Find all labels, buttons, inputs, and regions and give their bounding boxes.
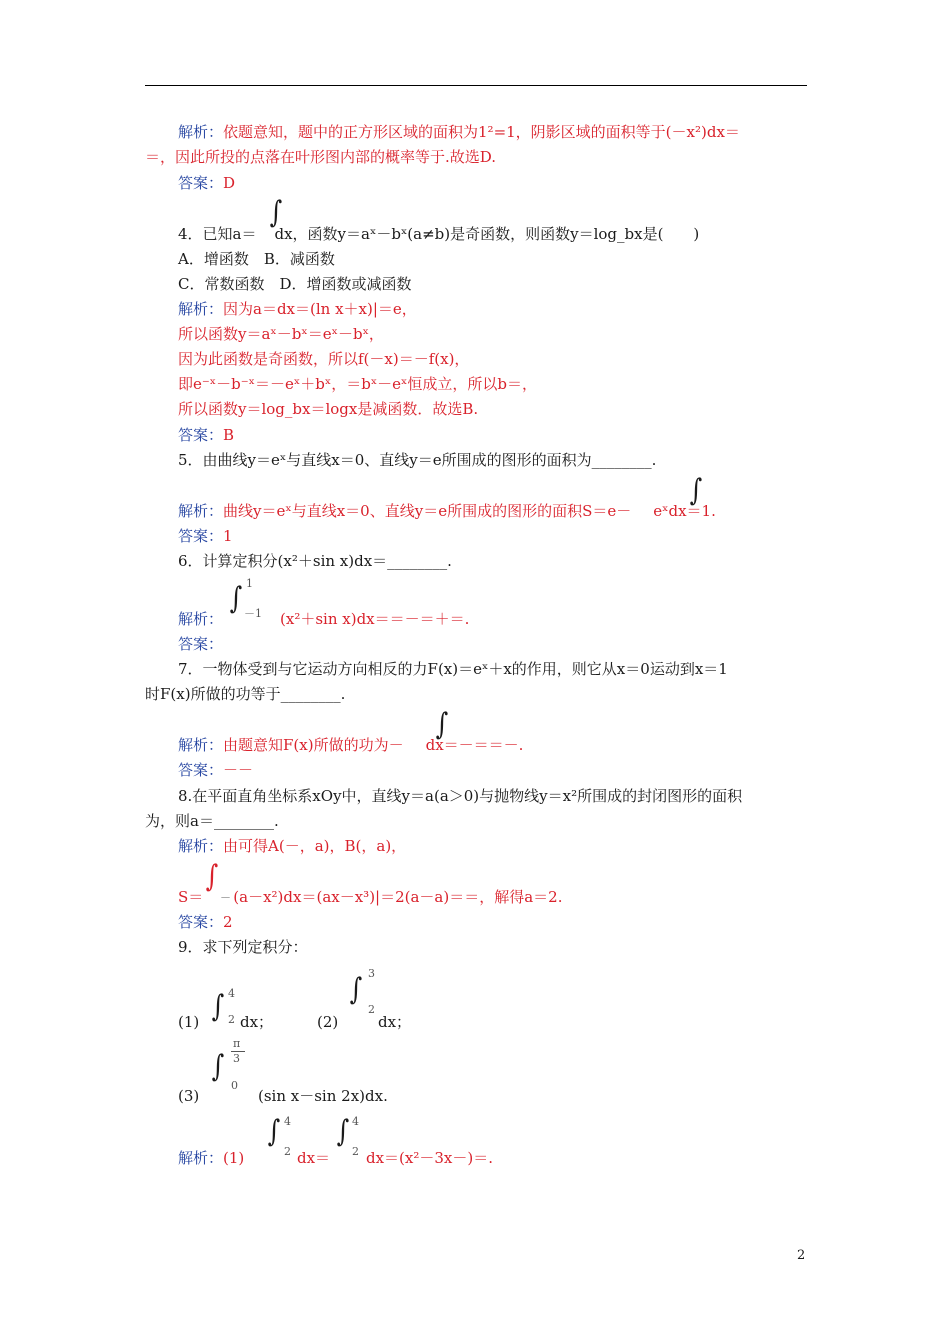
integral-sign-icon: ∫ (267, 1114, 281, 1149)
page-number: 2 (797, 1248, 806, 1263)
answer-label: 答案： (178, 913, 224, 931)
integral-lower-limit: － (220, 891, 231, 904)
answer-text: D (223, 174, 236, 192)
solution-label: 解析： (178, 1149, 224, 1167)
solution-text: 依题意知，题中的正方形区域的面积为1²=1，阴影区域的面积等于(－x²)dx＝ (223, 123, 740, 141)
solution-text: 曲线y＝eˣ与直线x＝0、直线y＝e所围成的图形的面积S＝e－ (223, 502, 632, 520)
integral-upper-limit: 1 (246, 577, 253, 590)
q4-post: dx，函数y＝aˣ－bˣ(a≠b)是奇函数，则函数y＝log_bx是( ) (274, 225, 700, 243)
q9-part1-text: dx； (240, 1013, 274, 1031)
solution-text: 由题意知F(x)所做的功为－ (223, 736, 404, 754)
q9-part1-label: (1) (178, 1013, 200, 1031)
solution-line: 所以函数y＝log_bx＝logx是减函数．故选B. (178, 400, 479, 418)
integral-sign-icon: ∫ (205, 859, 219, 894)
integral-lower-limit: 0 (231, 1079, 238, 1092)
answer-text: 2 (223, 913, 233, 931)
integral-lower-limit: 2 (228, 1013, 235, 1026)
integral-sign-icon: ∫ (689, 473, 703, 508)
integral-lower-limit: 2 (352, 1145, 359, 1158)
integral-upper-limit: 4 (352, 1115, 359, 1128)
answer-line (178, 425, 234, 445)
solution-line (178, 122, 740, 142)
question-7: 7．一物体受到与它运动方向相反的力F(x)＝eˣ＋x的作用，则它从x＝0运动到x＝1 (178, 660, 728, 678)
integral-sign-icon: ∫ (211, 989, 225, 1024)
q4-options-ab: A．增函数 B．减函数 (178, 250, 335, 268)
solution-line: 所以函数y＝aˣ－bˣ＝eˣ－bˣ， (178, 325, 384, 343)
solution-text: 由可得A(－，a)，B(，a)， (223, 837, 407, 855)
answer-text: 1 (223, 527, 233, 545)
integral-lower-limit: －1 (244, 607, 262, 620)
integral-upper-limit: 3 (368, 967, 375, 980)
question-8: 8.在平面直角坐标系xOy中，直线y＝a(a＞0)与抛物线y＝x²所围成的封闭图形的面积 (178, 787, 743, 805)
question-8-cont: 为，则a＝________. (145, 812, 279, 830)
solution-text: eˣdx＝1. (653, 502, 716, 520)
answer-label: 答案： (178, 174, 224, 192)
question-4 (178, 224, 699, 244)
solution-line (178, 887, 562, 907)
answer-line (178, 760, 253, 780)
integral-upper-limit: π (233, 1037, 241, 1050)
integral-sign-icon: ∫ (336, 1114, 350, 1149)
integral-sign-icon: ∫ (211, 1049, 225, 1084)
solution-label: 解析： (178, 123, 224, 141)
solution-line: 即e⁻ˣ－b⁻ˣ＝－eˣ＋bˣ，＝bˣ－eˣ恒成立，所以b＝， (178, 375, 538, 393)
q9-part3-text: (sin x－sin 2x)dx. (258, 1087, 388, 1105)
solution-label: 解析： (178, 837, 224, 855)
solution-text: ＝，因此所投的点落在叶形图内部的概率等于.故选D. (145, 148, 497, 166)
question-5: 5．由曲线y＝eˣ与直线x＝0、直线y＝e所围成的图形的面积为________. (178, 451, 657, 469)
solution-line (178, 1148, 244, 1168)
solution-line (178, 735, 523, 755)
solution-line (178, 609, 469, 629)
solution-label: 解析： (178, 300, 224, 318)
solution-text: (x²＋sin x)dx＝＝－＝＋＝. (280, 610, 470, 628)
integral-sign-icon: ∫ (269, 195, 283, 230)
answer-line (178, 912, 233, 932)
answer-text: B (223, 426, 235, 444)
header-rule (145, 85, 807, 86)
solution-line (178, 501, 716, 521)
solution-line (145, 147, 496, 167)
integral-upper-limit-denominator: 3 (233, 1052, 240, 1065)
solution-text: (a－x²)dx＝(ax－x³)|＝2(a－a)＝＝，解得a＝2. (233, 888, 563, 906)
q9-part2-text: dx； (378, 1013, 412, 1031)
question-6: 6．计算定积分(x²＋sin x)dx＝________. (178, 552, 452, 570)
integral-upper-limit: 4 (228, 987, 235, 1000)
q9-part3-label: (3) (178, 1087, 200, 1105)
integral-sign-icon: ∫ (349, 972, 363, 1007)
integral-sign-icon: ∫ (229, 581, 243, 616)
solution-text: 因为a＝dx＝(ln x＋x)|＝e， (223, 300, 417, 318)
question-7-cont: 时F(x)所做的功等于________. (145, 685, 346, 703)
solution-text: dx＝ (297, 1149, 331, 1167)
question-9: 9．求下列定积分： (178, 938, 308, 956)
solution-text: dx＝(x²－3x－)＝. (366, 1149, 494, 1167)
solution-line (178, 299, 417, 319)
answer-text: －－ (223, 761, 254, 779)
q4-pre: 4．已知a＝ (178, 225, 257, 243)
q9-part2-label: (2) (317, 1013, 339, 1031)
answer-line (178, 526, 233, 546)
integral-lower-limit: 2 (368, 1003, 375, 1016)
solution-line (178, 836, 406, 856)
integral-sign-icon: ∫ (435, 707, 449, 742)
answer-label: 答案： (178, 761, 224, 779)
answer-label: 答案： (178, 527, 224, 545)
solution-label: 解析： (178, 502, 224, 520)
answer-line (178, 173, 235, 193)
answer-label: 答案： (178, 426, 224, 444)
integral-lower-limit: 2 (284, 1145, 291, 1158)
q4-options-cd: C．常数函数 D．增函数或减函数 (178, 275, 412, 293)
answer-label: 答案： (178, 635, 224, 653)
solution-line: 因为此函数是奇函数，所以f(－x)＝－f(x)， (178, 350, 470, 368)
solution-label: 解析： (178, 610, 224, 628)
solution-label: 解析： (178, 736, 224, 754)
solution-text: (1) (223, 1149, 245, 1167)
answer-line (178, 634, 223, 654)
solution-text: dx＝－＝＝－. (425, 736, 524, 754)
solution-text: S＝ (178, 888, 204, 906)
integral-upper-limit: 4 (284, 1115, 291, 1128)
